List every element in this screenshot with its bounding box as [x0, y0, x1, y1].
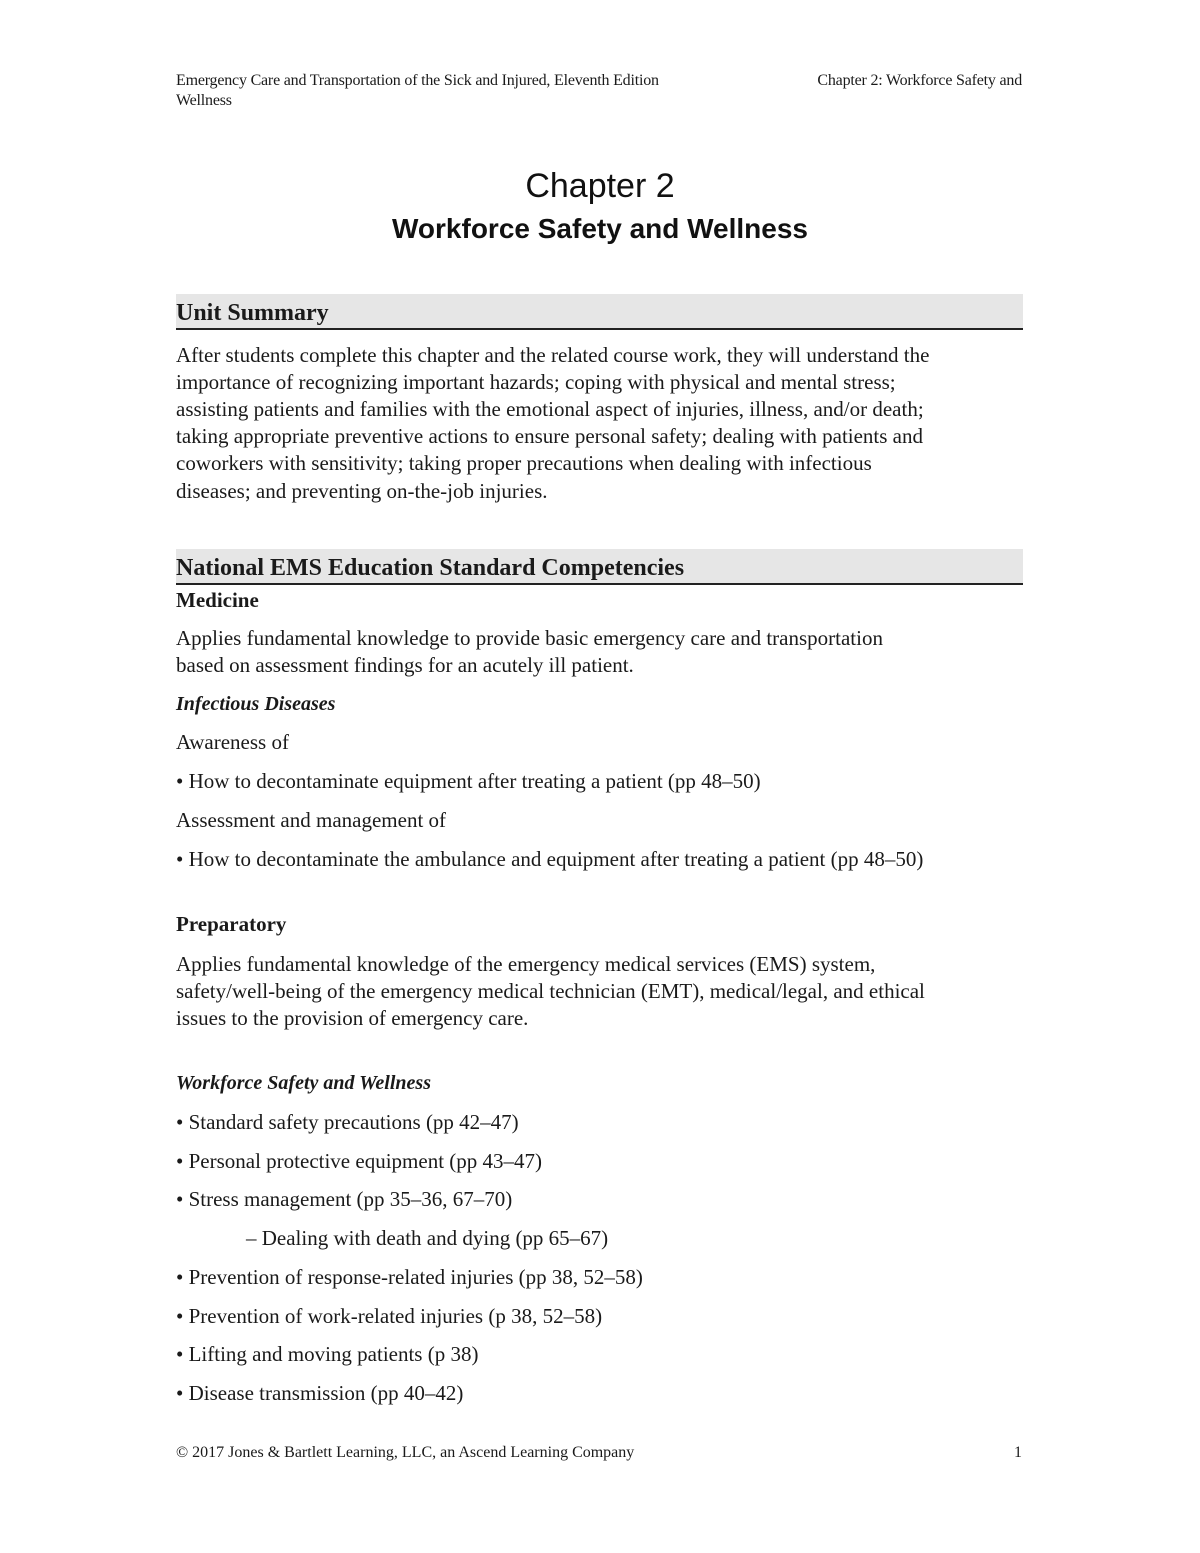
header-book-title: Emergency Care and Transportation of the Sick and Injured, Eleventh Edition — [176, 72, 659, 89]
unit-summary-line: diseases; and preventing on-the-job injuries. — [176, 479, 548, 503]
list-item: • Stress management (pp 35–36, 67–70) — [176, 1187, 513, 1211]
list-item: • How to decontaminate the ambulance and equipment after treating a patient (pp 48–50) — [176, 847, 924, 871]
awareness-label: Awareness of — [176, 730, 289, 754]
section-heading-unit-summary: Unit Summary — [176, 294, 1023, 330]
running-header — [176, 71, 1022, 111]
list-item: • Lifting and moving patients (p 38) — [176, 1342, 479, 1366]
page-number: 1 — [1014, 1444, 1022, 1461]
unit-summary-line: importance of recognizing important hazards; coping with physical and mental stress; — [176, 370, 896, 394]
chapter-subtitle: Workforce Safety and Wellness — [392, 213, 808, 244]
unit-summary-line: assisting patients and families with the emotional aspect of injuries, illness, and/or death; — [176, 397, 924, 421]
unit-summary-line: After students complete this chapter and the related course work, they will understand the — [176, 343, 930, 367]
subheading-workforce-safety: Workforce Safety and Wellness — [176, 1072, 431, 1094]
preparatory-description-line: issues to the provision of emergency care. — [176, 1006, 529, 1030]
list-item: • How to decontaminate equipment after treating a patient (pp 48–50) — [176, 769, 761, 793]
subheading-infectious-diseases: Infectious Diseases — [176, 693, 336, 715]
header-book-title-wrap: Wellness — [176, 92, 232, 109]
list-subitem: – Dealing with death and dying (pp 65–67) — [246, 1226, 609, 1250]
medicine-description-line: based on assessment findings for an acutely ill patient. — [176, 653, 634, 677]
page-footer — [176, 1443, 1022, 1463]
header-chapter-title: Chapter 2: Workforce Safety and — [817, 72, 1022, 89]
unit-summary-line: coworkers with sensitivity; taking proper precautions when dealing with infectious — [176, 451, 872, 475]
subheading-medicine: Medicine — [176, 588, 259, 612]
list-item: • Prevention of response-related injuries (pp 38, 52–58) — [176, 1265, 643, 1289]
chapter-number: Chapter 2 — [525, 167, 675, 205]
section-heading-competencies: National EMS Education Standard Competencies — [176, 549, 1023, 585]
medicine-description-line: Applies fundamental knowledge to provide basic emergency care and transportation — [176, 626, 883, 650]
list-item: • Personal protective equipment (pp 43–47) — [176, 1149, 543, 1173]
list-item: • Prevention of work-related injuries (p 38, 52–58) — [176, 1304, 603, 1328]
copyright-notice: © 2017 Jones & Bartlett Learning, LLC, an Ascend Learning Company — [176, 1444, 635, 1461]
preparatory-description-line: Applies fundamental knowledge of the emergency medical services (EMS) system, — [176, 952, 876, 976]
unit-summary-line: taking appropriate preventive actions to ensure personal safety; dealing with patients and — [176, 424, 924, 448]
preparatory-description-line: safety/well-being of the emergency medical technician (EMT), medical/legal, and ethical — [176, 979, 925, 1003]
list-item: • Disease transmission (pp 40–42) — [176, 1381, 464, 1405]
list-item: • Standard safety precautions (pp 42–47) — [176, 1110, 519, 1134]
assessment-label: Assessment and management of — [176, 808, 447, 832]
subheading-preparatory: Preparatory — [176, 912, 287, 936]
